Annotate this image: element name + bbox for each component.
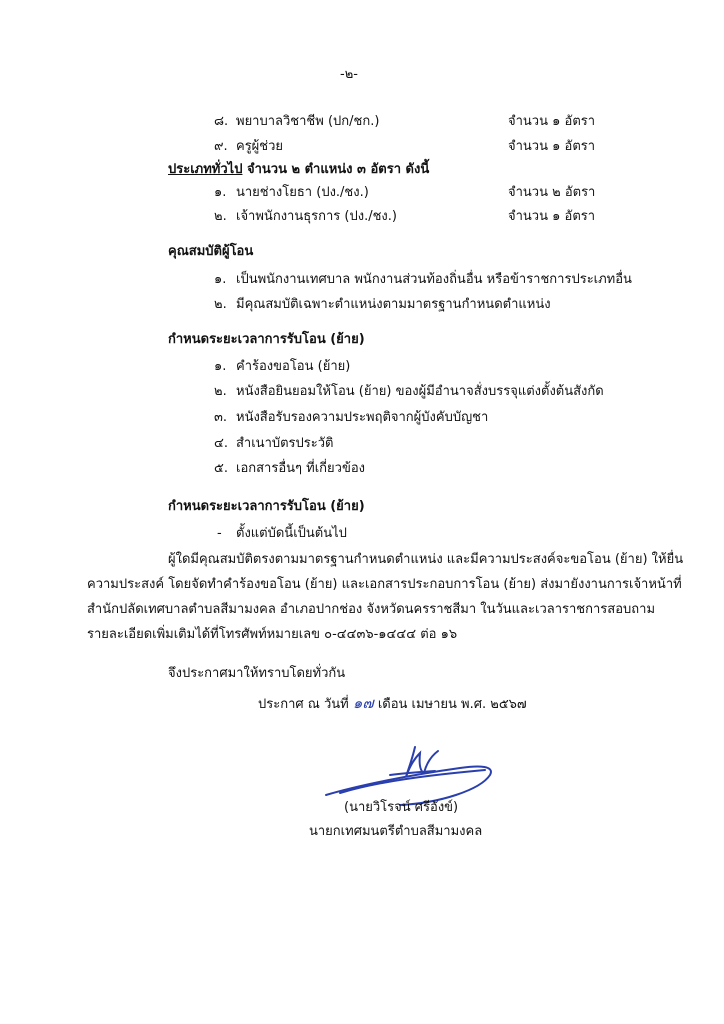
general-item-amount: จำนวน ๑ อัตรา [508, 209, 596, 224]
qualification-num: ๑. [214, 272, 227, 287]
documents-heading: กำหนดระยะเวลาการรับโอน (ย้าย) [168, 332, 365, 347]
qualification-text: เป็นพนักงานเทศบาล พนักงานส่วนท้องถิ่นอื่น หรือข้าราชการประเภทอื่น [236, 272, 632, 287]
position-item-title: ครูผู้ช่วย [236, 139, 284, 154]
position-item-num: ๘. [214, 114, 229, 129]
paragraph-line: รายละเอียดเพิ่มเติมได้ที่โทรศัพท์หมายเลข ๐-๔๔๓๖-๑๔๔๔ ต่อ ๑๖ [87, 627, 458, 642]
position-item-title: พยาบาลวิชาชีพ (ปก/ชก.) [236, 114, 380, 129]
document-num: ๑. [214, 359, 227, 374]
signatory-title: นายกเทศมนตรีตำบลสีมามงคล [309, 824, 483, 839]
page-number: -๒- [340, 67, 358, 82]
position-item-amount: จำนวน ๑ อัตรา [508, 114, 596, 129]
period-heading: กำหนดระยะเวลาการรับโอน (ย้าย) [168, 499, 365, 514]
qualification-num: ๒. [214, 297, 227, 312]
document-text: สำเนาบัตรประวัติ [236, 436, 334, 451]
date-prefix: ประกาศ ณ วันที่ [258, 697, 349, 712]
document-text: หนังสือรับรองความประพฤติจากผู้บังคับบัญชา [236, 410, 489, 425]
date-day-handwritten: ๑๗ [352, 694, 374, 712]
period-dash: - [217, 526, 222, 541]
document-text: เอกสารอื่นๆ ที่เกี่ยวข้อง [236, 461, 365, 476]
paragraph-line: สำนักปลัดเทศบาลตำบลสีมามงคล อำเภอปากช่อง จังหวัดนครราชสีมา ในวันและเวลาราชการสอบถาม [87, 602, 656, 617]
qualifications-heading: คุณสมบัติผู้โอน [168, 244, 254, 259]
position-item-amount: จำนวน ๑ อัตรา [508, 139, 596, 154]
general-type-heading-underlined: ประเภททั่วไป [168, 162, 243, 177]
general-item-num: ๑. [214, 185, 227, 200]
document-num: ๔. [214, 436, 228, 451]
document-num: ๕. [214, 461, 228, 476]
general-item-num: ๒. [214, 209, 227, 224]
paragraph-line: ผู้ใดมีคุณสมบัติตรงตามมาตรฐานกำหนดตำแหน่ง และมีความประสงค์จะขอโอน (ย้าย) ให้ยื่น [168, 552, 684, 567]
announcement-line: จึงประกาศมาให้ทราบโดยทั่วกัน [168, 666, 346, 681]
document-text: หนังสือยินยอมให้โอน (ย้าย) ของผู้มีอำนาจสั่งบรรจุแต่งตั้งต้นสังกัด [236, 384, 604, 399]
paragraph-line: ความประสงค์ โดยจัดทำคำร้องขอโอน (ย้าย) และเอกสารประกอบการโอน (ย้าย) ส่งมายังงานการเจ้าหน้าที่ [87, 577, 682, 592]
position-item-num: ๙. [214, 139, 228, 154]
general-item-title: นายช่างโยธา (ปง./ชง.) [236, 185, 369, 200]
qualification-text: มีคุณสมบัติเฉพาะตำแหน่งตามมาตรฐานกำหนดตำแหน่ง [236, 297, 551, 312]
signatory-name: (นายวิโรจน์ ศรีอังข์) [344, 800, 459, 815]
general-type-heading [168, 161, 429, 179]
date-line [258, 694, 527, 714]
document-text: คำร้องขอโอน (ย้าย) [236, 359, 351, 374]
date-suffix: เดือน เมษายน พ.ศ. ๒๕๖๗ [377, 697, 527, 712]
general-type-heading-rest: จำนวน ๒ ตำแหน่ง ๓ อัตรา ดังนี้ [242, 162, 430, 177]
general-item-amount: จำนวน ๒ อัตรา [508, 185, 596, 200]
document-num: ๒. [214, 384, 227, 399]
period-text: ตั้งแต่บัดนี้เป็นต้นไป [236, 526, 347, 541]
general-item-title: เจ้าพนักงานธุรการ (ปง./ชง.) [236, 209, 397, 224]
document-num: ๓. [214, 410, 228, 425]
